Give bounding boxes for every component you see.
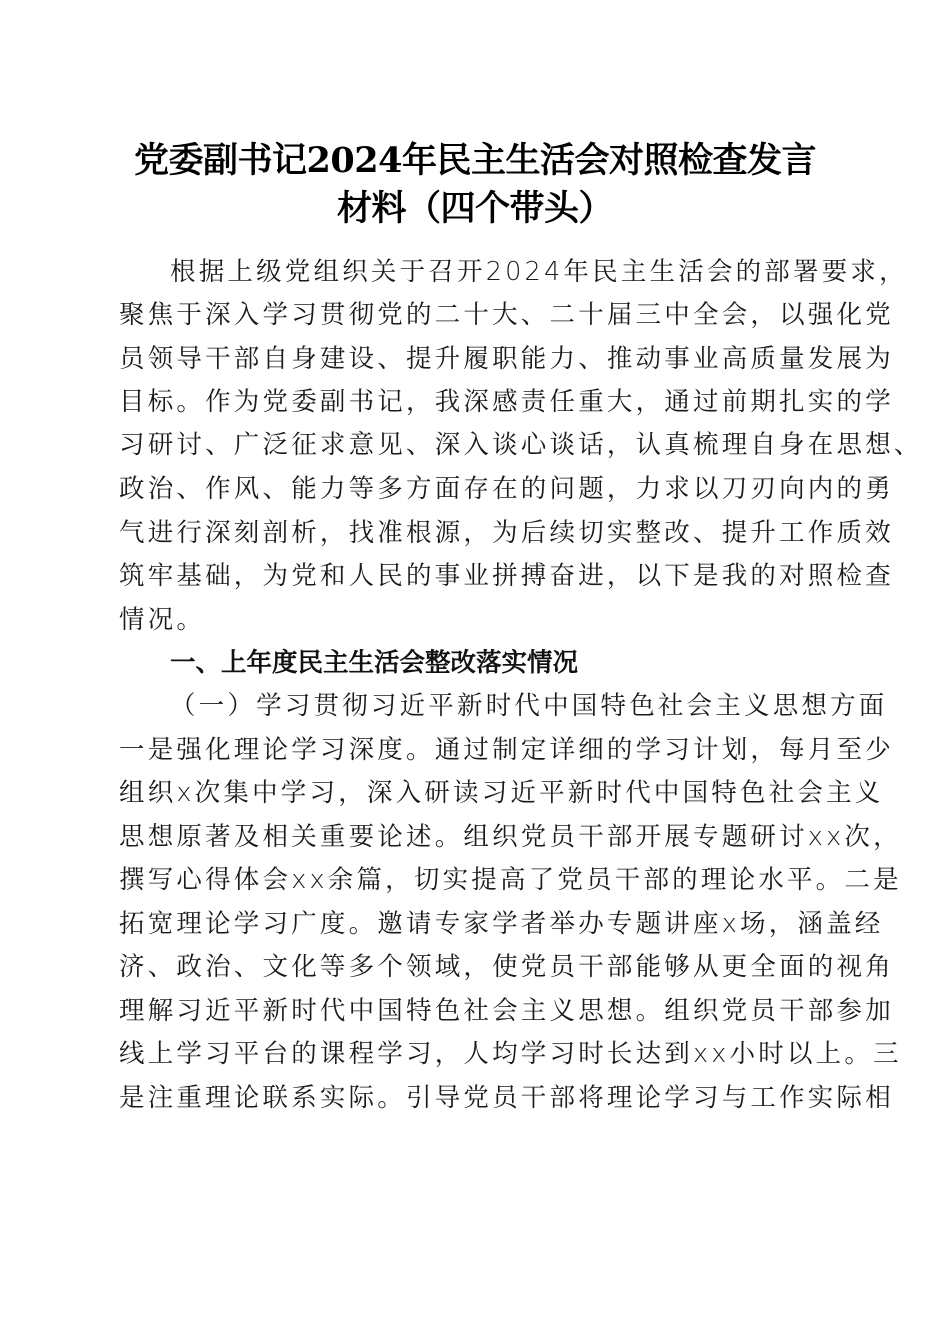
document-title-line-2: 材料（四个带头） [336, 188, 613, 229]
intro-paragraph-line: 目标。作为党委副书记，我深感责任重大，通过前期扎实的学 [119, 387, 894, 417]
intro-paragraph-line: 情况。 [119, 605, 206, 635]
intro-paragraph-line: 气进行深刻剖析，找准根源，为后续切实整改、提升工作质效 [119, 518, 894, 548]
subsection-line: 组织x次集中学习，深入研读习近平新时代中国特色社会主义 [119, 778, 884, 808]
subsection-line: 一是强化理论学习深度。通过制定详细的学习计划，每月至少 [119, 735, 894, 765]
document-title-line-1: 党委副书记2024年民主生活会对照检查发言 [134, 140, 816, 181]
section-heading: 一、上年度民主生活会整改落实情况 [170, 648, 579, 678]
intro-paragraph-line: 政治、作风、能力等多方面存在的问题，力求以刀刃向内的勇 [119, 474, 894, 504]
subsection-line: 济、政治、文化等多个领域，使党员干部能够从更全面的视角 [119, 952, 894, 982]
subsection-line: 线上学习平台的课程学习，人均学习时长达到xx小时以上。三 [119, 1039, 902, 1069]
intro-paragraph-line: 习研讨、广泛征求意见、深入谈心谈话，认真梳理自身在思想、 [119, 430, 923, 460]
subsection-heading: （一）学习贯彻习近平新时代中国特色社会主义思想方面 [170, 691, 888, 721]
intro-paragraph-line: 员领导干部自身建设、提升履职能力、推动事业高质量发展为 [119, 344, 894, 374]
subsection-line: 是注重理论联系实际。引导党员干部将理论学习与工作实际相 [119, 1083, 894, 1113]
subsection-line: 理解习近平新时代中国特色社会主义思想。组织党员干部参加 [119, 996, 894, 1026]
subsection-line: 拓宽理论学习广度。邀请专家学者举办专题讲座x场，涵盖经 [119, 909, 884, 939]
intro-paragraph-line: 根据上级党组织关于召开2024年民主生活会的部署要求， [170, 257, 908, 287]
intro-paragraph-line: 筑牢基础，为党和人民的事业拼搏奋进，以下是我的对照检查 [119, 561, 894, 591]
subsection-line: 撰写心得体会xx余篇，切实提高了党员干部的理论水平。二是 [119, 865, 902, 895]
subsection-line: 思想原著及相关重要论述。组织党员干部开展专题研讨xx次， [119, 822, 902, 852]
intro-paragraph-line: 聚焦于深入学习贯彻党的二十大、二十届三中全会，以强化党 [119, 300, 894, 330]
